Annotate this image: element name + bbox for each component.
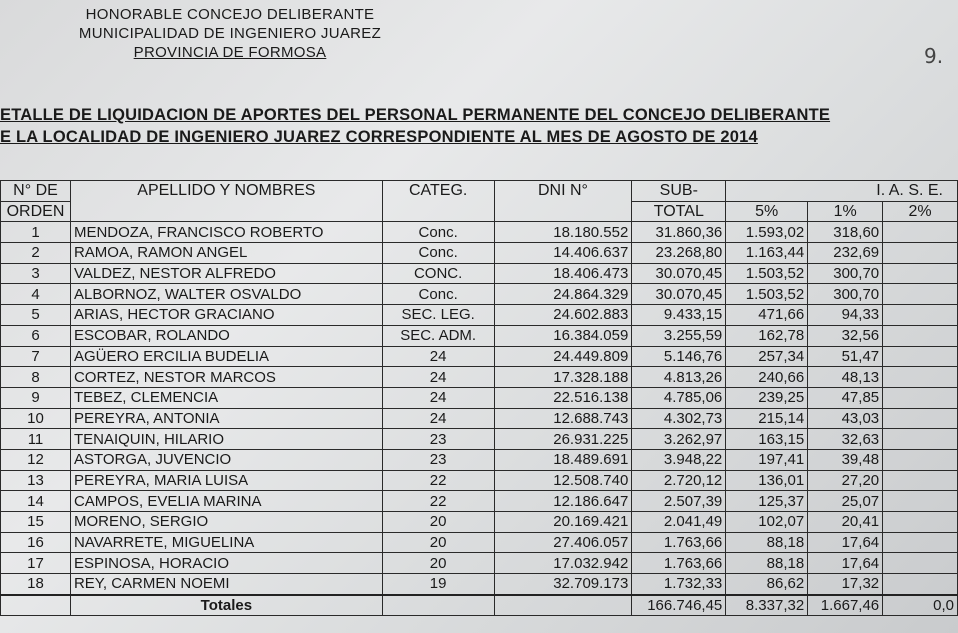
totals-label: Totales [70,595,382,616]
row-category: 20 [382,512,494,533]
table-row [1,346,958,367]
col-dni-header: DNI N° [494,181,632,222]
row-iase-5pct: 197,41 [726,449,808,470]
row-category: 19 [382,574,494,595]
row-iase-2pct [883,263,958,284]
row-category: 24 [382,367,494,388]
totals-row [1,595,958,616]
row-dni: 17.032.942 [494,553,632,574]
row-iase-5pct: 215,14 [726,408,808,429]
row-subtotal: 3.255,59 [632,325,726,346]
row-iase-2pct [883,367,958,388]
row-iase-2pct [883,553,958,574]
row-employee-name: PEREYRA, ANTONIA [70,408,382,429]
table-row [1,512,958,533]
row-iase-5pct: 88,18 [726,532,808,553]
row-iase-5pct: 102,07 [726,512,808,533]
totals-iase-5pct: 8.337,32 [726,595,808,616]
row-subtotal: 2.041,49 [632,512,726,533]
row-iase-5pct: 163,15 [726,429,808,450]
row-subtotal: 23.268,80 [632,243,726,264]
row-iase-5pct: 136,01 [726,470,808,491]
table-row [1,325,958,346]
table-row [1,263,958,284]
row-subtotal: 4.302,73 [632,408,726,429]
row-iase-5pct: 1.503,52 [726,284,808,305]
row-dni: 27.406.057 [494,532,632,553]
row-subtotal: 2.720,12 [632,470,726,491]
row-category: 24 [382,346,494,367]
row-iase-1pct: 32,56 [808,325,883,346]
contributions-table [0,180,958,616]
row-order-number: 3 [1,263,71,284]
row-employee-name: MENDOZA, FRANCISCO ROBERTO [70,222,382,243]
totals-iase-2pct: 0,0 [883,595,958,616]
row-subtotal: 1.763,66 [632,532,726,553]
table-row [1,449,958,470]
row-subtotal: 1.732,33 [632,574,726,595]
row-dni: 14.406.637 [494,243,632,264]
totals-iase-1pct: 1.667,46 [808,595,883,616]
row-iase-1pct: 27,20 [808,470,883,491]
col-2pct-header: 2% [883,201,958,222]
row-subtotal: 2.507,39 [632,491,726,512]
row-iase-1pct: 48,13 [808,367,883,388]
row-order-number: 6 [1,325,71,346]
row-order-number: 13 [1,470,71,491]
row-employee-name: VALDEZ, NESTOR ALFREDO [70,263,382,284]
row-iase-5pct: 1.163,44 [726,243,808,264]
document-title-line-1: ETALLE DE LIQUIDACION DE APORTES DEL PERSONAL PERMANENTE DEL CONCEJO DELIBERANTE [0,106,831,124]
table-row [1,470,958,491]
row-order-number: 8 [1,367,71,388]
row-iase-2pct [883,574,958,595]
row-iase-1pct: 232,69 [808,243,883,264]
table-row [1,284,958,305]
row-iase-1pct: 20,41 [808,512,883,533]
row-iase-5pct: 471,66 [726,305,808,326]
col-categ-header: CATEG. [382,181,494,222]
row-iase-2pct [883,305,958,326]
col-orden-label-a: N° DE [1,181,71,202]
row-iase-1pct: 39,48 [808,449,883,470]
row-order-number: 18 [1,574,71,595]
col-5pct-header: 5% [726,201,808,222]
table-row [1,491,958,512]
row-category: 23 [382,449,494,470]
header-line-1: HONORABLE CONCEJO DELIBERANTE [85,6,375,23]
row-employee-name: ASTORGA, JUVENCIO [70,449,382,470]
totals-blank [1,595,71,616]
row-iase-2pct [883,491,958,512]
row-iase-1pct: 47,85 [808,387,883,408]
row-iase-1pct: 94,33 [808,305,883,326]
row-dni: 24.449.809 [494,346,632,367]
row-category: 23 [382,429,494,450]
row-iase-5pct: 257,34 [726,346,808,367]
row-order-number: 10 [1,408,71,429]
row-dni: 12.508.740 [494,470,632,491]
row-subtotal: 30.070,45 [632,284,726,305]
row-iase-2pct [883,222,958,243]
table-row [1,222,958,243]
row-employee-name: ESCOBAR, ROLANDO [70,325,382,346]
row-dni: 26.931.225 [494,429,632,450]
table-row [1,532,958,553]
row-employee-name: TEBEZ, CLEMENCIA [70,387,382,408]
row-subtotal: 1.763,66 [632,553,726,574]
row-employee-name: ALBORNOZ, WALTER OSVALDO [70,284,382,305]
row-order-number: 2 [1,243,71,264]
row-subtotal: 4.785,06 [632,387,726,408]
row-iase-2pct [883,429,958,450]
row-iase-5pct: 1.593,02 [726,222,808,243]
row-order-number: 17 [1,553,71,574]
row-dni: 12.186.647 [494,491,632,512]
row-iase-1pct: 17,64 [808,532,883,553]
row-order-number: 12 [1,449,71,470]
table-row [1,553,958,574]
row-category: Conc. [382,222,494,243]
row-iase-2pct [883,325,958,346]
page-number-mark: 9. [924,44,944,68]
table-row [1,387,958,408]
row-iase-1pct: 32,63 [808,429,883,450]
row-iase-1pct: 43,03 [808,408,883,429]
row-subtotal: 30.070,45 [632,263,726,284]
header-row-1 [1,181,958,202]
row-order-number: 11 [1,429,71,450]
row-iase-2pct [883,346,958,367]
row-category: 24 [382,387,494,408]
row-category: CONC. [382,263,494,284]
row-dni: 20.169.421 [494,512,632,533]
row-iase-5pct: 162,78 [726,325,808,346]
row-employee-name: CAMPOS, EVELIA MARINA [70,491,382,512]
row-iase-2pct [883,408,958,429]
col-iase-header: I. A. S. E. [726,181,958,202]
table-row [1,574,958,595]
totals-blank [382,595,494,616]
row-employee-name: NAVARRETE, MIGUELINA [70,532,382,553]
row-iase-1pct: 17,64 [808,553,883,574]
row-iase-5pct: 86,62 [726,574,808,595]
totals-subtotal: 166.746,45 [632,595,726,616]
row-employee-name: CORTEZ, NESTOR MARCOS [70,367,382,388]
row-employee-name: AGÜERO ERCILIA BUDELIA [70,346,382,367]
row-order-number: 4 [1,284,71,305]
row-category: SEC. ADM. [382,325,494,346]
row-order-number: 1 [1,222,71,243]
row-employee-name: TENAIQUIN, HILARIO [70,429,382,450]
row-subtotal: 3.948,22 [632,449,726,470]
row-category: Conc. [382,284,494,305]
row-dni: 32.709.173 [494,574,632,595]
col-nombre-header: APELLIDO Y NOMBRES [70,181,382,222]
totals-blank [494,595,632,616]
row-category: 24 [382,408,494,429]
row-employee-name: RAMOA, RAMON ANGEL [70,243,382,264]
table-row [1,429,958,450]
row-employee-name: ESPINOSA, HORACIO [70,553,382,574]
row-category: 22 [382,470,494,491]
row-iase-2pct [883,243,958,264]
row-iase-1pct: 17,32 [808,574,883,595]
row-employee-name: ARIAS, HECTOR GRACIANO [70,305,382,326]
row-iase-2pct [883,532,958,553]
row-subtotal: 4.813,26 [632,367,726,388]
row-dni: 24.864.329 [494,284,632,305]
row-category: 22 [382,491,494,512]
row-iase-5pct: 239,25 [726,387,808,408]
row-dni: 24.602.883 [494,305,632,326]
row-subtotal: 9.433,15 [632,305,726,326]
col-subtotal-label-a: SUB- [632,181,726,202]
row-dni: 12.688.743 [494,408,632,429]
row-order-number: 16 [1,532,71,553]
row-category: Conc. [382,243,494,264]
row-category: SEC. LEG. [382,305,494,326]
row-iase-2pct [883,470,958,491]
row-iase-1pct: 51,47 [808,346,883,367]
row-dni: 17.328.188 [494,367,632,388]
row-iase-5pct: 88,18 [726,553,808,574]
row-dni: 18.406.473 [494,263,632,284]
row-dni: 18.489.691 [494,449,632,470]
header-line-2: MUNICIPALIDAD DE INGENIERO JUAREZ [78,25,382,42]
table-row [1,305,958,326]
row-subtotal: 5.146,76 [632,346,726,367]
row-iase-1pct: 318,60 [808,222,883,243]
row-iase-1pct: 25,07 [808,491,883,512]
row-iase-2pct [883,512,958,533]
row-employee-name: MORENO, SERGIO [70,512,382,533]
row-employee-name: PEREYRA, MARIA LUISA [70,470,382,491]
row-iase-5pct: 1.503,52 [726,263,808,284]
row-order-number: 5 [1,305,71,326]
col-subtotal-label-b: TOTAL [632,201,726,222]
row-order-number: 9 [1,387,71,408]
table-row [1,243,958,264]
row-category: 20 [382,553,494,574]
row-subtotal: 31.860,36 [632,222,726,243]
row-iase-2pct [883,387,958,408]
row-order-number: 14 [1,491,71,512]
document-title-line-2: E LA LOCALIDAD DE INGENIERO JUAREZ CORRESPONDIENTE AL MES DE AGOSTO DE 2014 [0,128,758,146]
row-iase-2pct [883,284,958,305]
row-dni: 16.384.059 [494,325,632,346]
table-row [1,367,958,388]
header-line-3: PROVINCIA DE FORMOSA [133,44,327,61]
row-iase-2pct [883,449,958,470]
row-dni: 18.180.552 [494,222,632,243]
col-1pct-header: 1% [808,201,883,222]
row-order-number: 15 [1,512,71,533]
row-order-number: 7 [1,346,71,367]
row-category: 20 [382,532,494,553]
row-iase-1pct: 300,70 [808,263,883,284]
row-iase-5pct: 240,66 [726,367,808,388]
row-subtotal: 3.262,97 [632,429,726,450]
table-row [1,408,958,429]
col-orden-label-b: ORDEN [1,201,71,222]
contributions-table-wrapper [0,180,958,616]
row-employee-name: REY, CARMEN NOEMI [70,574,382,595]
row-iase-1pct: 300,70 [808,284,883,305]
row-dni: 22.516.138 [494,387,632,408]
row-iase-5pct: 125,37 [726,491,808,512]
